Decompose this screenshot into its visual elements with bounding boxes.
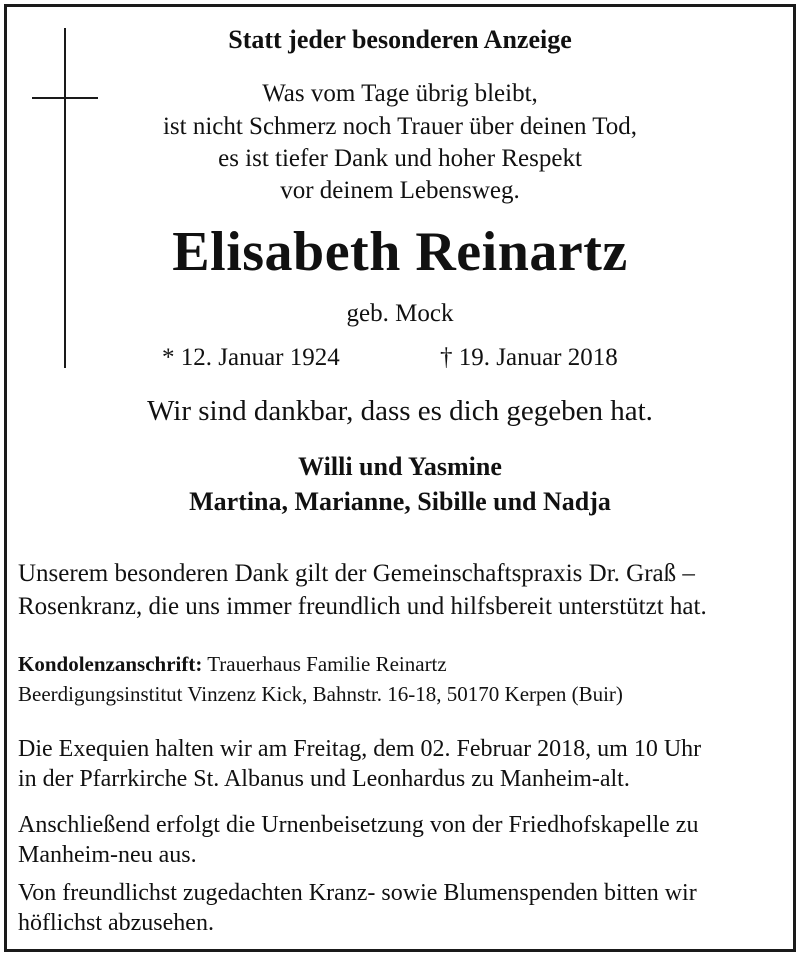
service-info-line: höflichst abzusehen. — [18, 910, 214, 936]
poem-line: vor deinem Lebensweg. — [280, 177, 520, 204]
birth-date: * 12. Januar 1924 — [162, 344, 340, 371]
condolence-line: Beerdigungsinstitut Vinzenz Kick, Bahnstr. 16-18, 50170 Kerpen (Buir) — [18, 682, 623, 706]
service-info-line: Manheim-neu aus. — [18, 842, 197, 868]
service-info-line: in der Pfarrkirche St. Albanus und Leonhardus zu Manheim-alt. — [18, 766, 630, 792]
thanks-line: Rosenkranz, die uns immer freundlich und hilfsbereit unterstützt hat. — [18, 593, 707, 620]
birth-name: geb. Mock — [346, 300, 454, 327]
deceased-name: Elisabeth Reinartz — [172, 221, 628, 283]
service-info-line: Von freundlichst zugedachten Kranz- sowie Blumenspenden bitten wir — [18, 880, 697, 906]
condolence-label: Kondolenzanschrift: — [18, 652, 203, 676]
condolence-line: Trauerhaus Familie Reinartz — [202, 652, 447, 676]
thanks-line: Unserem besonderen Dank gilt der Gemeinschaftspraxis Dr. Graß – — [18, 560, 695, 587]
family-line: Willi und Yasmine — [298, 452, 502, 481]
death-date: † 19. Januar 2018 — [440, 344, 618, 371]
heading: Statt jeder besonderen Anzeige — [228, 25, 572, 54]
family-line: Martina, Marianne, Sibille und Nadja — [189, 487, 611, 516]
poem-line: Was vom Tage übrig bleibt, — [262, 80, 538, 107]
condolence-address — [18, 652, 447, 677]
poem-line: ist nicht Schmerz noch Trauer über deinen Tod, — [162, 113, 638, 140]
service-info-line: Die Exequien halten wir am Freitag, dem 02. Februar 2018, um 10 Uhr — [18, 736, 702, 762]
service-info-line: Anschließend erfolgt die Urnenbeisetzung von der Friedhofskapelle zu — [18, 812, 699, 838]
poem-line: es ist tiefer Dank und hoher Respekt — [218, 145, 582, 172]
gratitude-line: Wir sind dankbar, dass es dich gegeben hat. — [147, 395, 653, 427]
